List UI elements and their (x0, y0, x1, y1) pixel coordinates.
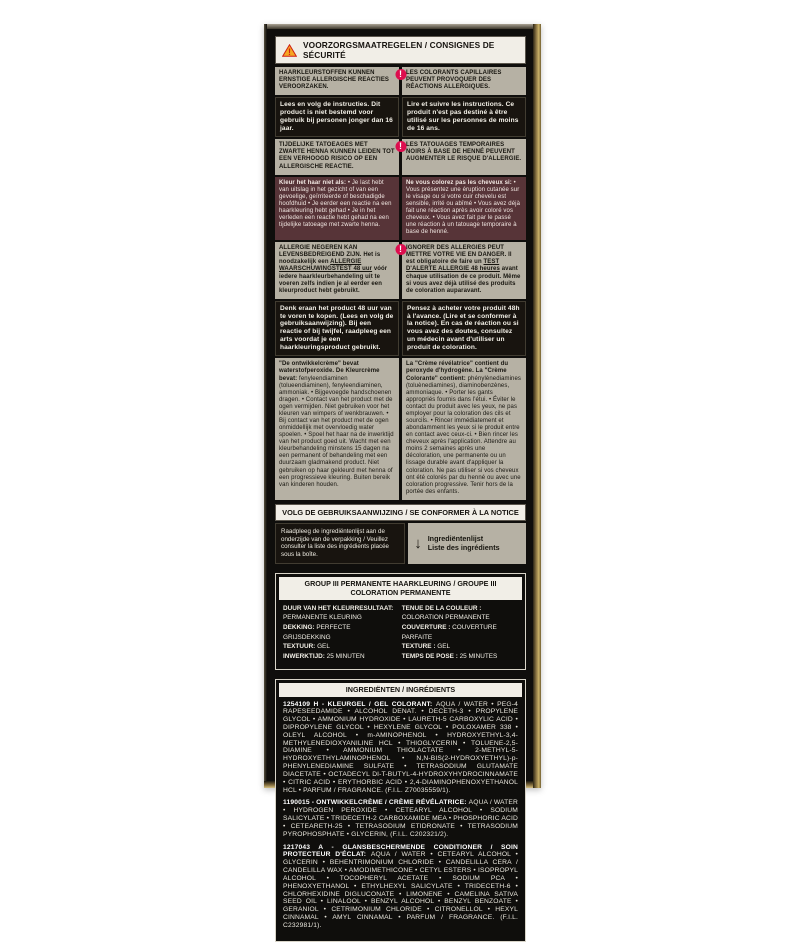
exclamation-circle-icon: ! (395, 141, 406, 152)
safety-row-allergy-test (275, 242, 526, 299)
safety-cell-nl: Denk eraan het product 48 uur van te voren te kopen. (Lees en volg de gebruiksaanwijzing). Bij een reactie of bij twijfel, raadpleeg een arts voordat je een haarkleuringsproduct gebruikt. (275, 301, 399, 357)
safety-cell-fr: LES COLORANTS CAPILLAIRES PEUVENT PROVOQUER DES RÉACTIONS ALLERGIQUES. (402, 67, 526, 95)
ingredient-list-pointer (408, 523, 526, 564)
safety-cell-fr: IGNORER DES ALLERGIES PEUT METTRE VOTRE VIE EN DANGER. Il est obligatoire de faire un TEST D'ALERTE ALLERGIE 48 heures avant chaque utilisation de ce produit. Même si vous avez déjà utilisé des produits de coloration auparavant. (402, 242, 526, 299)
safety-row-allergy-warning (275, 67, 526, 95)
safety-row-instructions (275, 97, 526, 137)
spec-line: DUUR VAN HET KLEURRESULTAAT: (283, 604, 394, 612)
safety-row-do-not-color (275, 177, 526, 241)
ingredients-section (275, 679, 526, 942)
spec-line: COUVERTURE : COUVERTURE PARFAITE (401, 624, 497, 641)
safety-cell-fr: Pensez à acheter votre produit 48h à l'avance. (Lire et se conformer à la notice). En cas de réaction ou si vous avez des doutes, consultez un médecin avant d'utiliser un produit de coloration. (402, 301, 526, 357)
safety-cell-nl: Lees en volg de instructies. Dit product is niet bestemd voor gebruik bij personen jonger dan 16 jaar. (275, 97, 399, 137)
spec-line: INWERKTIJD: 25 MINUTEN (283, 652, 365, 660)
notice-text: Raadpleeg de ingrediëntenlijst aan de onderzijde van de verpakking / Veuillez consulter la liste des ingrédients placée sous la boîte. (275, 523, 405, 564)
safety-header-title: VOORZORGSMAATREGELEN / CONSIGNES DE SÉCURITÉ (303, 40, 495, 60)
safety-header-bar (275, 36, 526, 64)
box-gold-spine (533, 24, 541, 788)
group3-specs-fr (402, 604, 518, 662)
group3-specs (276, 600, 525, 669)
ingredients-body (276, 697, 525, 941)
spec-line: COLORATION PERMANENTE (401, 614, 490, 622)
notice-header-bar: VOLG DE GEBRUIKSAANWIJZING / SE CONFORMER À LA NOTICE (275, 504, 526, 521)
ingredients-paragraph-developer: 1190015 - ONTWIKKELCRÈME / CRÈME RÉVÉLATRICE: AQUA / WATER • HYDROGEN PEROXIDE • CETEARYL ALCOHOL • SODIUM SALICYLATE • TRIDECETH-2 CARBOXAMIDE MEA • PHOSPHORIC ACID • CETEARETH-25 • TETRASODIUM ETIDRONATE • TETRASODIUM PYROPHOSPHATE • GLYCERIN, (F.I.L. C202321/2). (283, 799, 518, 838)
notice-row (275, 523, 526, 564)
box-top-edge (264, 24, 533, 29)
ingredients-header: INGREDIËNTEN / INGRÉDIENTS (279, 683, 522, 697)
safety-cell-nl: ALLERGIE NEGEREN KAN LEVENSBEDREIGEND ZIJN. Het is noodzakelijk een ALLERGIE WAARSCHUWINGSTEST 48 uur vóór iedere haarkleurbehandeling uit te voeren zelfs indien je al eerder een kleurproduct hebt gebruikt. (275, 242, 399, 299)
group3-section (275, 573, 526, 670)
safety-cell-fr: LES TATOUAGES TEMPORAIRES NOIRS À BASE DE HENNÉ PEUVENT AUGMENTER LE RISQUE D'ALLERGIE. (402, 139, 526, 174)
group3-header: GROUP III PERMANENTE HAARKLEURING / GROUPE III COLORATION PERMANENTE (279, 577, 522, 600)
safety-row-buy-ahead (275, 301, 526, 357)
box-left-edge (264, 24, 267, 788)
warning-triangle-icon (282, 44, 297, 57)
svg-text:!: ! (287, 46, 292, 57)
ingredients-paragraph-conditioner: 1217043 A - GLANSBESCHERMENDE CONDITIONER / SOIN PROTECTEUR D'ÉCLAT: AQUA / WATER • CETEARYL ALCOHOL • GLYCERIN • BEHENTRIMONIUM CHLORIDE • CANDELILLA CERA / CANDELILLA WAX • AMODIMETHICONE • CETYL ESTERS • ISOPROPYL ALCOHOL • TOCOPHERYL ACETATE • SODIUM PCA • PHENOXYETHANOL • ETHYLHEXYL SALICYLATE • TRIDECETH-6 • CHLORHEXIDINE DIGLUCONATE • LIMONENE • CAMELINA SATIVA SEED OIL • LINALOOL • BENZYL ALCOHOL • BENZYL BENZOATE • GERANIOL • CETRIMONIUM CHLORIDE • CITRONELLOL • HEXYL CINNAMAL • AMYL CINNAMAL • PARFUM / FRAGRANCE. (F.I.L. C232981/1). (283, 843, 518, 929)
safety-rows (275, 67, 526, 500)
safety-row-composition (275, 358, 526, 499)
safety-cell-nl: TIJDELIJKE TATOEAGES MET ZWARTE HENNA KUNNEN LEIDEN TOT EEN VERHOOGD RISICO OP EEN ALLERGISCHE REACTIE. (275, 139, 399, 174)
safety-cell-nl: Kleur het haar niet als: • Je last hebt van uitslag in het gezicht of van een gevoelige, geïrriteerde of beschadigde hoofdhuid • Je eerder een reactie na een haarkleuring hebt gehad • Je in het verleden een reactie hebt gehad na een tijdelijke tatoeage met zwarte henna. (275, 177, 399, 241)
safety-cell-nl: "De ontwikkelcrème" bevat waterstofperoxide. De Kleurcrème bevat: fenyleendiaminen (tolueendiaminen), fenyleendiaminen, ammoniak. • Bijgevoegde handschoenen dragen. • Contact van het product met de ogen vermijden. Niet gebruiken voor het kleuren van wimpers of wenkbrauwen. • Bij contact van het product met de ogen onmiddellijk met overvloedig water spoelen. • Spoel het haar na de inwerktijd van het product goed uit. Wacht met een kleurbehandeling minstens 15 dagen na een permanent of behandeling met een duurzaam gladmakend product. Niet gebruiken op haar gekleurd met henna of een progressieve kleuring. Buiten bereik van kinderen houden. (275, 358, 399, 499)
ingredient-list-label: Ingrediëntenlijst Liste des ingrédients (427, 534, 500, 553)
safety-cell-fr: Ne vous colorez pas les cheveux si: • Vous présentez une éruption cutanée sur le visage ou si votre cuir chevelu est sensible, irrité ou abîmé • Vous avez déjà fait une réaction après avoir coloré vos cheveux. • Vous avez fait par le passé une réaction à un tatouage temporaire à base de henné. (402, 177, 526, 241)
spec-line: DEKKING: PERFECTE GRIJSDEKKING (283, 624, 351, 641)
ingredients-paragraph-colorant: 1254109 H - KLEURGEL / GEL COLORANT: AQUA / WATER • PEG-4 RAPESEEDAMIDE • ALCOHOL DENAT. • DECETH-3 • PROPYLENE GLYCOL • AMMONIUM HYDROXIDE • LAURETH-5 CARBOXYLIC ACID • DIPROPYLENE GLYCOL • HEXYLENE GLYCOL • POLOXAMER 338 • OLEYL ALCOHOL • m-AMINOPHENOL • HYDROXYETHYL-3,4-METHYLENEDIOXYANILINE HCL • THIOGLYCERIN • TOLUENE-2,5-DIAMINE • AMMONIUM THIOLACTATE • 2-METHYL-5-HYDROXYETHYLAMINOPHENOL • N,N-BIS(2-HYDROXYETHYL)-p-PHENYLENEDIAMINE SULFATE • TETRASODIUM GLUTAMATE DIACETATE • OCTADECYL DI-T-BUTYL-4-HYDROXYHYDROCINNAMATE • CITRIC ACID • ERYTHORBIC ACID • 2,4-DIAMINOPHENOXYETHANOL HCL • PARFUM / FRAGRANCE. (F.I.L. Z70035559/1). (283, 700, 519, 794)
safety-row-henna-tattoo (275, 139, 526, 174)
product-box-back-panel (264, 24, 541, 929)
spec-line: TEMPS DE POSE : 25 MINUTES (401, 652, 498, 660)
spec-line: TENUE DE LA COULEUR : (401, 604, 482, 612)
safety-cell-nl: HAARKLEURSTOFFEN KUNNEN ERNSTIGE ALLERGISCHE REACTIES VEROORZAKEN. (275, 67, 399, 95)
exclamation-circle-icon: ! (395, 244, 406, 255)
group3-specs-nl (283, 604, 394, 662)
spec-line: TEXTURE : GEL (401, 643, 451, 651)
spec-line: PERMANENTE KLEURING (283, 614, 362, 622)
label-content (275, 36, 526, 929)
exclamation-circle-icon: ! (395, 69, 406, 80)
spec-line: TEXTUUR: GEL (283, 643, 330, 651)
arrow-down-icon: ↓ (414, 534, 422, 552)
safety-cell-fr: La "Crème révélatrice" contient du peroxyde d'hydrogène. La "Crème Colorante" contient: phénylènediamines (toluènediamines), diaminobenzènes, ammoniaque. • Porter les gants appropriés fournis dans l'étui. • Éviter le contact du produit avec les yeux, ne pas employer pour la coloration des cils et sourcils. • Rincer immédiatement et abondamment les yeux si le produit entre en contact avec ceux-ci. • Bien rincer les cheveux après l'application. Attendre au moins 2 semaines après une décoloration, une permanente ou un lissage durable avant d'appliquer la coloration. Ne pas utiliser si vos cheveux ont été colorés par du henné ou avec une coloration progressive. Tenir hors de la portée des enfants. (402, 358, 526, 499)
safety-cell-fr: Lire et suivre les instructions. Ce produit n'est pas destiné à être utilisé sur les personnes de moins de 16 ans. (402, 97, 526, 137)
